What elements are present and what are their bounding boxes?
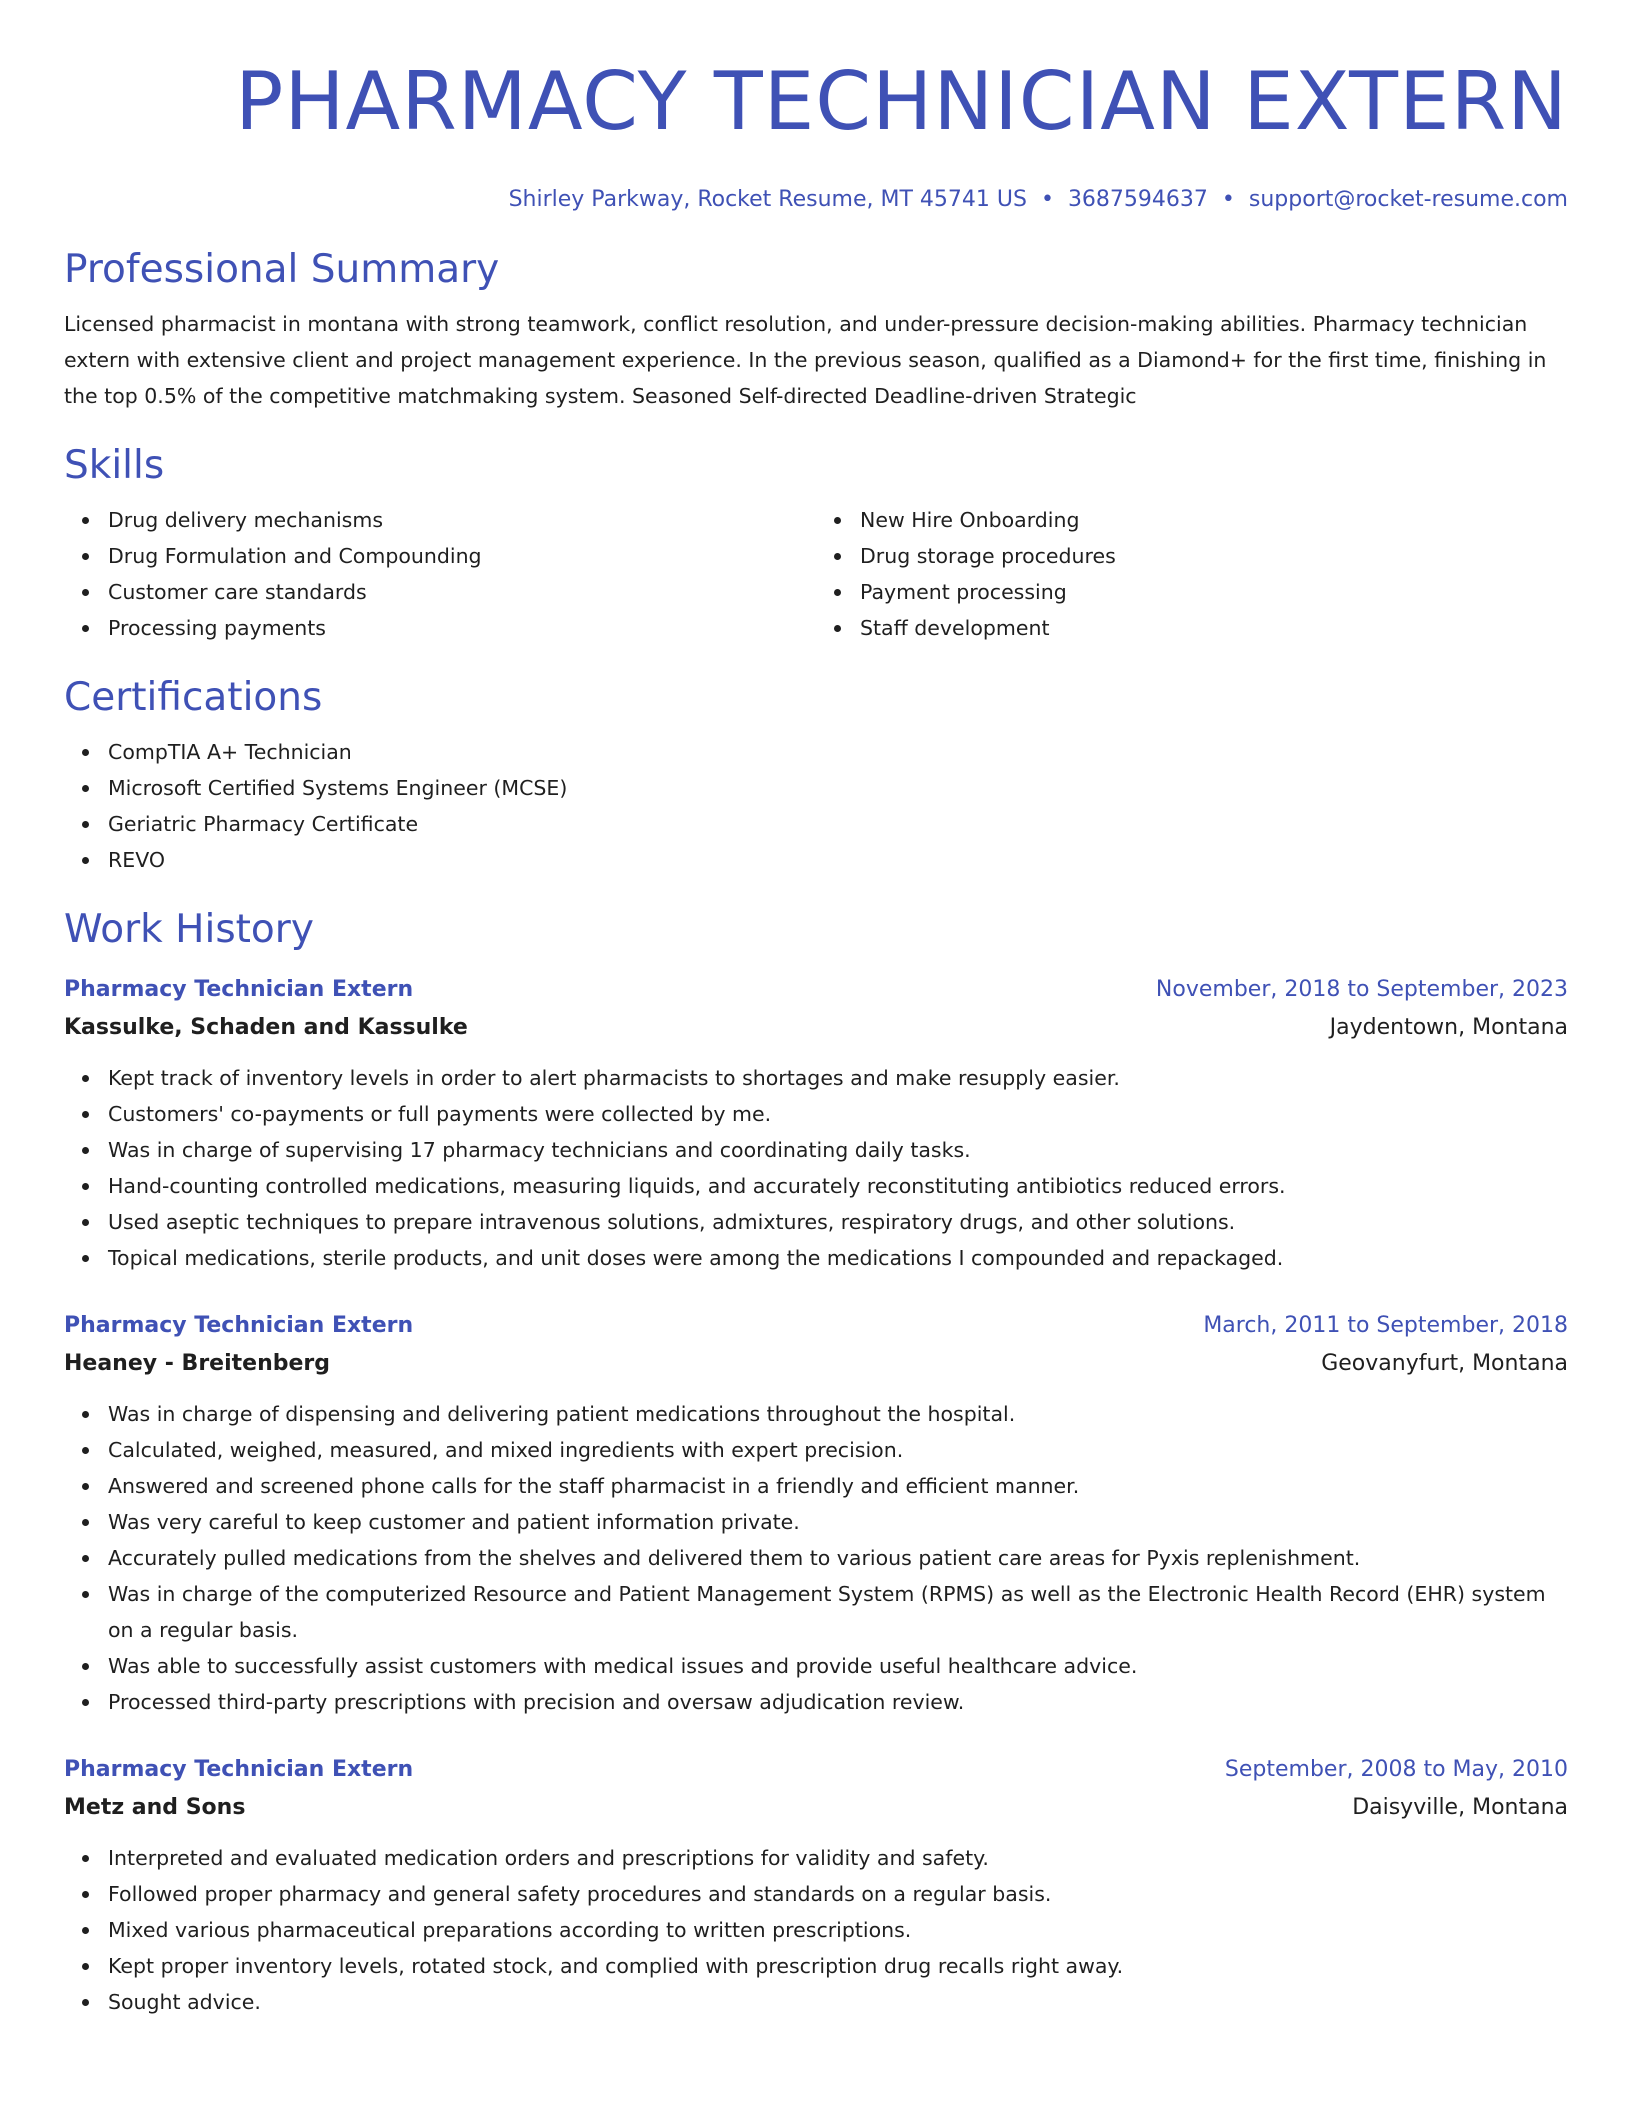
skill-item: Customer care standards bbox=[108, 574, 816, 610]
job-dates: September, 2008 to May, 2010 bbox=[1224, 1757, 1568, 1782]
job-location: Daisyville, Montana bbox=[1352, 1795, 1568, 1820]
job-company: Metz and Sons bbox=[64, 1795, 246, 1820]
skill-item: Drug delivery mechanisms bbox=[108, 502, 816, 538]
skill-item: Drug Formulation and Compounding bbox=[108, 538, 816, 574]
skill-item: New Hire Onboarding bbox=[860, 502, 1568, 538]
job-duties bbox=[64, 1396, 1568, 1720]
job-entry bbox=[64, 972, 1568, 1276]
certification-item: CompTIA A+ Technician bbox=[108, 734, 1568, 770]
job-duty: Was able to successfully assist customers with medical issues and provide useful healthcare advice. bbox=[108, 1648, 1568, 1684]
job-title: Pharmacy Technician Extern bbox=[64, 1757, 414, 1782]
job-duty: Processed third-party prescriptions with precision and oversaw adjudication review. bbox=[108, 1684, 1568, 1720]
summary-heading: Professional Summary bbox=[64, 247, 500, 292]
job-duty: Accurately pulled medications from the shelves and delivered them to various patient care areas for Pyxis replenishment. bbox=[108, 1540, 1568, 1576]
job-employer-row bbox=[64, 1788, 1568, 1828]
job-title: Pharmacy Technician Extern bbox=[64, 1313, 414, 1338]
job-dates: March, 2011 to September, 2018 bbox=[1203, 1313, 1568, 1338]
job-duty: Was in charge of dispensing and delivering patient medications throughout the hospital. bbox=[108, 1396, 1568, 1432]
skill-item: Drug storage procedures bbox=[860, 538, 1568, 574]
job-duties bbox=[64, 1060, 1568, 1276]
job-employer-row bbox=[64, 1344, 1568, 1384]
job-duty: Sought advice. bbox=[108, 1984, 1568, 2020]
skills-column-right bbox=[816, 502, 1568, 646]
summary-text: Licensed pharmacist in montana with strong teamwork, conflict resolution, and under-pressure decision-making abilities. Pharmacy technician extern with extensive client and project management experience. In the previous season, qualified as a Diamond+ for the first time, finishing in the top 0.5% of the competitive matchmaking system. Seasoned Self-directed Deadline-driven Strategic bbox=[64, 312, 1547, 408]
certification-item: Geriatric Pharmacy Certificate bbox=[108, 806, 1568, 842]
job-duty: Used aseptic techniques to prepare intravenous solutions, admixtures, respiratory drugs, and other solutions. bbox=[108, 1204, 1568, 1240]
candidate-title: PHARMACY TECHNICIAN EXTERN bbox=[235, 55, 1568, 148]
skill-item: Payment processing bbox=[860, 574, 1568, 610]
job-company: Heaney - Breitenberg bbox=[64, 1351, 330, 1376]
job-duty: Was very careful to keep customer and patient information private. bbox=[108, 1504, 1568, 1540]
job-dates: November, 2018 to September, 2023 bbox=[1155, 977, 1568, 1002]
contact-address: Shirley Parkway, Rocket Resume, MT 45741 US bbox=[508, 187, 1027, 212]
work-history-heading: Work History bbox=[64, 907, 314, 952]
contact-separator: • bbox=[1040, 187, 1054, 212]
job-company: Kassulke, Schaden and Kassulke bbox=[64, 1015, 468, 1040]
contact-phone[interactable]: 3687594637 bbox=[1067, 187, 1208, 212]
certifications-heading: Certifications bbox=[64, 675, 323, 720]
skills-heading: Skills bbox=[64, 443, 165, 488]
job-duty: Mixed various pharmaceutical preparations according to written prescriptions. bbox=[108, 1912, 1568, 1948]
job-duty: Was in charge of supervising 17 pharmacy technicians and coordinating daily tasks. bbox=[108, 1132, 1568, 1168]
skill-item: Processing payments bbox=[108, 610, 816, 646]
certification-item: REVO bbox=[108, 842, 1568, 878]
job-duty: Kept track of inventory levels in order to alert pharmacists to shortages and make resupply easier. bbox=[108, 1060, 1568, 1096]
job-duty: Interpreted and evaluated medication orders and prescriptions for validity and safety. bbox=[108, 1840, 1568, 1876]
contact-separator: • bbox=[1221, 187, 1235, 212]
job-duties bbox=[64, 1840, 1568, 2020]
job-location: Jaydentown, Montana bbox=[1329, 1015, 1568, 1040]
job-title: Pharmacy Technician Extern bbox=[64, 977, 414, 1002]
skills-column-left bbox=[64, 502, 816, 646]
certification-item: Microsoft Certified Systems Engineer (MCSE) bbox=[108, 770, 1568, 806]
job-duty: Followed proper pharmacy and general safety procedures and standards on a regular basis. bbox=[108, 1876, 1568, 1912]
certifications-list bbox=[64, 734, 1568, 878]
job-duty: Kept proper inventory levels, rotated stock, and complied with prescription drug recalls right away. bbox=[108, 1948, 1568, 1984]
job-duty: Answered and screened phone calls for the staff pharmacist in a friendly and efficient manner. bbox=[108, 1468, 1568, 1504]
contact-email[interactable]: support@rocket-resume.com bbox=[1248, 187, 1568, 212]
job-location: Geovanyfurt, Montana bbox=[1321, 1351, 1568, 1376]
contact-line bbox=[64, 184, 1568, 216]
job-entry bbox=[64, 1752, 1568, 2020]
job-header-row bbox=[64, 1308, 1568, 1344]
job-duty: Customers' co-payments or full payments were collected by me. bbox=[108, 1096, 1568, 1132]
skills-list bbox=[64, 502, 1568, 646]
skill-item: Staff development bbox=[860, 610, 1568, 646]
job-duty: Calculated, weighed, measured, and mixed ingredients with expert precision. bbox=[108, 1432, 1568, 1468]
job-duty: Topical medications, sterile products, and unit doses were among the medications I compounded and repackaged. bbox=[108, 1240, 1568, 1276]
job-duty: Was in charge of the computerized Resource and Patient Management System (RPMS) as well as the Electronic Health Record (EHR) system on a regular basis. bbox=[108, 1576, 1568, 1648]
job-header-row bbox=[64, 1752, 1568, 1788]
job-duty: Hand-counting controlled medications, measuring liquids, and accurately reconstituting antibiotics reduced errors. bbox=[108, 1168, 1568, 1204]
job-header-row bbox=[64, 972, 1568, 1008]
job-employer-row bbox=[64, 1008, 1568, 1048]
job-entry bbox=[64, 1308, 1568, 1720]
